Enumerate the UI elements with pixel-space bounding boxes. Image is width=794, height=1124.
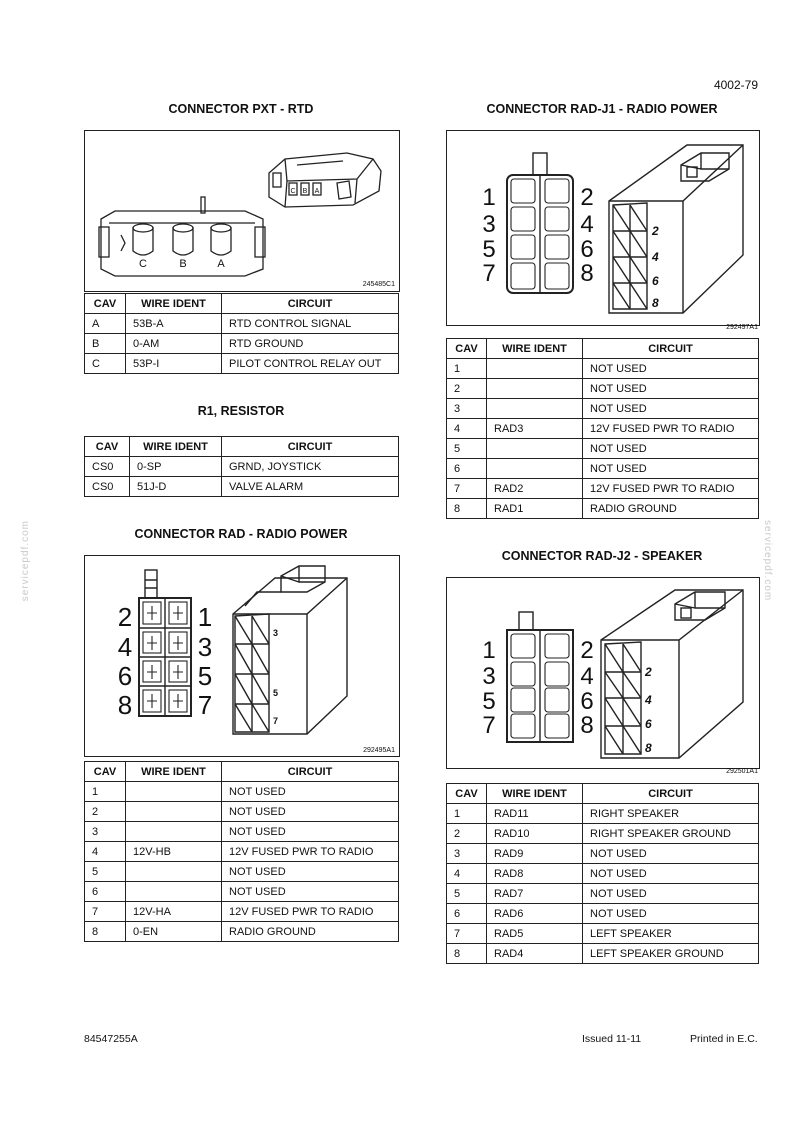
wire-ident-cell: 0-AM	[126, 334, 222, 354]
column-header-wire-ident: WIRE IDENT	[130, 437, 222, 457]
cav-cell: 3	[447, 844, 487, 864]
circuit-cell: NOT USED	[222, 802, 399, 822]
wire-ident-cell	[126, 862, 222, 882]
table-row	[85, 782, 399, 802]
column-header-circuit: CIRCUIT	[222, 437, 399, 457]
wire-ident-cell	[126, 882, 222, 902]
pxt-small-cavity-letter: C	[290, 188, 296, 195]
cav-cell: 1	[447, 804, 487, 824]
cav-cell: 2	[85, 802, 126, 822]
rad-right-cavity-number: 7	[197, 690, 213, 720]
circuit-cell: GRND, JOYSTICK	[222, 457, 399, 477]
table-row	[85, 354, 399, 374]
cav-cell: 2	[447, 824, 487, 844]
table-row	[447, 479, 759, 499]
circuit-cell: NOT USED	[222, 782, 399, 802]
radj1-right-cavity-number: 8	[580, 260, 594, 287]
cav-cell: 1	[85, 782, 126, 802]
rad-connector-figure	[84, 555, 400, 757]
rad-figure-id: 292495A1	[363, 747, 395, 754]
circuit-cell: 12V FUSED PWR TO RADIO	[583, 419, 759, 439]
pxt-table-body	[85, 314, 399, 374]
table-row	[447, 804, 759, 824]
radj2-right-cavity-number: 8	[580, 712, 594, 739]
cav-cell: 7	[447, 924, 487, 944]
circuit-cell: LEFT SPEAKER	[583, 924, 759, 944]
wire-ident-cell	[487, 439, 583, 459]
pxt-cavity-letter: C	[139, 258, 147, 270]
wire-ident-cell: RAD8	[487, 864, 583, 884]
wire-ident-cell: 53B-A	[126, 314, 222, 334]
wire-ident-cell	[487, 379, 583, 399]
cav-cell: 3	[447, 399, 487, 419]
rad-left-cavity-number: 4	[117, 632, 133, 662]
table-row	[85, 862, 399, 882]
radj1-3d-cavity-number: 4	[652, 250, 659, 264]
table-row	[85, 822, 399, 842]
rad-3d-cavity-number: 3	[273, 628, 279, 638]
table-row	[85, 882, 399, 902]
circuit-cell: NOT USED	[222, 822, 399, 842]
cav-cell: 4	[85, 842, 126, 862]
radj1-left-cavity-number: 5	[482, 236, 496, 263]
radj1-left-cavity-number: 1	[482, 184, 496, 211]
column-header-cav: CAV	[447, 784, 487, 804]
wire-ident-cell: 0-SP	[130, 457, 222, 477]
radj2-right-cavity-number: 2	[580, 637, 594, 664]
cav-cell: 5	[85, 862, 126, 882]
rad-connector-drawing	[85, 556, 399, 756]
radj2-3d-cavity-number: 6	[645, 717, 652, 731]
table-row	[447, 944, 759, 964]
rad-right-cavity-number: 5	[197, 661, 213, 691]
radj1-3d-cavity-number: 2	[652, 224, 659, 238]
radj2-3d-cavity-number: 2	[645, 665, 652, 679]
circuit-cell: RADIO GROUND	[222, 922, 399, 942]
circuit-cell: RIGHT SPEAKER GROUND	[583, 824, 759, 844]
cav-cell: 8	[447, 499, 487, 519]
cav-cell: 4	[447, 864, 487, 884]
radj2-left-cavity-number: 5	[482, 688, 496, 715]
table-row	[447, 439, 759, 459]
column-header-cav: CAV	[85, 294, 126, 314]
cav-cell: CS0	[85, 457, 130, 477]
wire-ident-cell	[487, 359, 583, 379]
pxt-connector-drawing	[85, 131, 399, 291]
pxt-small-cavity-letter: A	[314, 188, 320, 195]
column-header-wire-ident: WIRE IDENT	[487, 784, 583, 804]
wire-ident-cell	[126, 802, 222, 822]
circuit-cell: NOT USED	[583, 399, 759, 419]
table-row	[447, 924, 759, 944]
rad-3d-cavity-number: 7	[273, 716, 279, 726]
cav-cell: 6	[447, 904, 487, 924]
wire-ident-cell	[487, 399, 583, 419]
wire-ident-cell: 12V-HB	[126, 842, 222, 862]
issued-date: Issued 11-11	[582, 1033, 642, 1045]
radj2-title: CONNECTOR RAD-J2 - SPEAKER	[501, 549, 703, 563]
r1-title: R1, RESISTOR	[197, 404, 285, 418]
circuit-cell: NOT USED	[583, 844, 759, 864]
wire-ident-cell: RAD11	[487, 804, 583, 824]
radj1-connector-figure	[446, 130, 760, 326]
cav-cell: CS0	[85, 477, 130, 497]
radj2-circuit-table	[446, 783, 759, 964]
pxt-cavity-letter: A	[217, 258, 225, 270]
pxt-figure-id: 245485C1	[362, 281, 395, 288]
rad-title: CONNECTOR RAD - RADIO POWER	[134, 527, 348, 541]
table-row	[447, 884, 759, 904]
table-row	[85, 314, 399, 334]
circuit-cell: 12V FUSED PWR TO RADIO	[583, 479, 759, 499]
table-row	[447, 844, 759, 864]
cav-cell: A	[85, 314, 126, 334]
column-header-circuit: CIRCUIT	[222, 762, 399, 782]
circuit-cell: RIGHT SPEAKER	[583, 804, 759, 824]
wire-ident-cell: RAD5	[487, 924, 583, 944]
circuit-cell: NOT USED	[222, 882, 399, 902]
circuit-cell: NOT USED	[583, 379, 759, 399]
column-header-cav: CAV	[85, 437, 130, 457]
wire-ident-cell: RAD10	[487, 824, 583, 844]
cav-cell: 4	[447, 419, 487, 439]
table-row	[447, 359, 759, 379]
table-row	[85, 457, 399, 477]
radj1-left-cavity-number: 3	[482, 211, 496, 238]
radj2-left-cavity-number: 1	[482, 637, 496, 664]
wire-ident-cell: 51J-D	[130, 477, 222, 497]
table-row	[85, 842, 399, 862]
table-row	[447, 419, 759, 439]
radj2-right-cavity-number: 6	[580, 688, 594, 715]
cav-cell: 5	[447, 439, 487, 459]
column-header-cav: CAV	[85, 762, 126, 782]
table-row	[447, 459, 759, 479]
cav-cell: 7	[447, 479, 487, 499]
pxt-small-cavity-letter: B	[302, 188, 308, 195]
table-row	[447, 399, 759, 419]
radj2-left-cavity-number: 3	[482, 663, 496, 690]
wire-ident-cell	[126, 782, 222, 802]
page-number: 4002-79	[713, 78, 758, 92]
cav-cell: 2	[447, 379, 487, 399]
wire-ident-cell: RAD7	[487, 884, 583, 904]
cav-cell: 1	[447, 359, 487, 379]
radj2-table-body	[447, 804, 759, 964]
circuit-cell: 12V FUSED PWR TO RADIO	[222, 902, 399, 922]
table-row	[85, 477, 399, 497]
radj2-right-cavity-number: 4	[580, 663, 594, 690]
radj1-left-cavity-number: 7	[482, 260, 496, 287]
wire-ident-cell: 0-EN	[126, 922, 222, 942]
cav-cell: 7	[85, 902, 126, 922]
circuit-cell: NOT USED	[583, 459, 759, 479]
cav-cell: 5	[447, 884, 487, 904]
radj1-right-cavity-number: 2	[580, 184, 594, 211]
r1-circuit-table	[84, 436, 399, 497]
watermark-left: servicepdf.com	[20, 520, 31, 602]
pxt-title: CONNECTOR PXT - RTD	[168, 102, 314, 116]
column-header-wire-ident: WIRE IDENT	[487, 339, 583, 359]
circuit-cell: RADIO GROUND	[583, 499, 759, 519]
column-header-circuit: CIRCUIT	[222, 294, 399, 314]
wire-ident-cell: RAD4	[487, 944, 583, 964]
radj1-table-body	[447, 359, 759, 519]
rad-right-cavity-number: 1	[197, 602, 213, 632]
rad-3d-cavity-number: 5	[273, 688, 279, 698]
radj1-right-cavity-number: 6	[580, 236, 594, 263]
column-header-wire-ident: WIRE IDENT	[126, 762, 222, 782]
watermark-right: servicepdf.com	[762, 520, 773, 602]
radj1-3d-cavity-number: 8	[652, 296, 659, 310]
table-row	[85, 902, 399, 922]
radj1-3d-cavity-number: 6	[652, 274, 659, 288]
cav-cell: 6	[85, 882, 126, 902]
cav-cell: 8	[85, 922, 126, 942]
table-row	[447, 379, 759, 399]
rad-table-body	[85, 782, 399, 942]
rad-circuit-table	[84, 761, 399, 942]
circuit-cell: NOT USED	[222, 862, 399, 882]
wire-ident-cell: RAD6	[487, 904, 583, 924]
wire-ident-cell	[487, 459, 583, 479]
table-row	[85, 802, 399, 822]
circuit-cell: NOT USED	[583, 884, 759, 904]
table-row	[447, 904, 759, 924]
cav-cell: B	[85, 334, 126, 354]
pxt-cavity-letter: B	[179, 258, 187, 270]
radj1-right-cavity-number: 4	[580, 211, 594, 238]
pxt-circuit-table	[84, 293, 399, 374]
circuit-cell: LEFT SPEAKER GROUND	[583, 944, 759, 964]
cav-cell: 3	[85, 822, 126, 842]
document-number: 84547255A	[84, 1033, 138, 1045]
table-row	[447, 499, 759, 519]
radj2-3d-cavity-number: 8	[645, 741, 652, 755]
wire-ident-cell	[126, 822, 222, 842]
circuit-cell: RTD CONTROL SIGNAL	[222, 314, 399, 334]
column-header-cav: CAV	[447, 339, 487, 359]
radj1-figure-id: 292497A1	[726, 324, 758, 331]
wire-ident-cell: RAD3	[487, 419, 583, 439]
radj2-connector-drawing	[447, 578, 759, 768]
rad-left-cavity-number: 8	[117, 690, 133, 720]
rad-left-cavity-number: 2	[117, 602, 133, 632]
cav-cell: 6	[447, 459, 487, 479]
wire-ident-cell: RAD2	[487, 479, 583, 499]
circuit-cell: NOT USED	[583, 439, 759, 459]
table-row	[447, 824, 759, 844]
radj2-connector-figure	[446, 577, 760, 769]
radj1-title: CONNECTOR RAD-J1 - RADIO POWER	[486, 102, 718, 116]
circuit-cell: PILOT CONTROL RELAY OUT	[222, 354, 399, 374]
radj1-circuit-table	[446, 338, 759, 519]
table-row	[85, 334, 399, 354]
radj2-left-cavity-number: 7	[482, 712, 496, 739]
rad-left-cavity-number: 6	[117, 661, 133, 691]
circuit-cell: NOT USED	[583, 359, 759, 379]
pxt-connector-figure	[84, 130, 400, 292]
printed-location: Printed in E.C.	[690, 1033, 758, 1045]
circuit-cell: 12V FUSED PWR TO RADIO	[222, 842, 399, 862]
wire-ident-cell: 12V-HA	[126, 902, 222, 922]
table-row	[447, 864, 759, 884]
circuit-cell: NOT USED	[583, 904, 759, 924]
table-row	[85, 922, 399, 942]
cav-cell: 8	[447, 944, 487, 964]
radj2-3d-cavity-number: 4	[645, 693, 652, 707]
column-header-circuit: CIRCUIT	[583, 784, 759, 804]
radj2-figure-id: 292501A1	[726, 768, 758, 775]
wire-ident-cell: 53P-I	[126, 354, 222, 374]
circuit-cell: RTD GROUND	[222, 334, 399, 354]
circuit-cell: NOT USED	[583, 864, 759, 884]
cav-cell: C	[85, 354, 126, 374]
radj1-connector-drawing	[447, 131, 759, 325]
column-header-wire-ident: WIRE IDENT	[126, 294, 222, 314]
rad-right-cavity-number: 3	[197, 632, 213, 662]
column-header-circuit: CIRCUIT	[583, 339, 759, 359]
wire-ident-cell: RAD1	[487, 499, 583, 519]
circuit-cell: VALVE ALARM	[222, 477, 399, 497]
r1-table-body	[85, 457, 399, 497]
wire-ident-cell: RAD9	[487, 844, 583, 864]
